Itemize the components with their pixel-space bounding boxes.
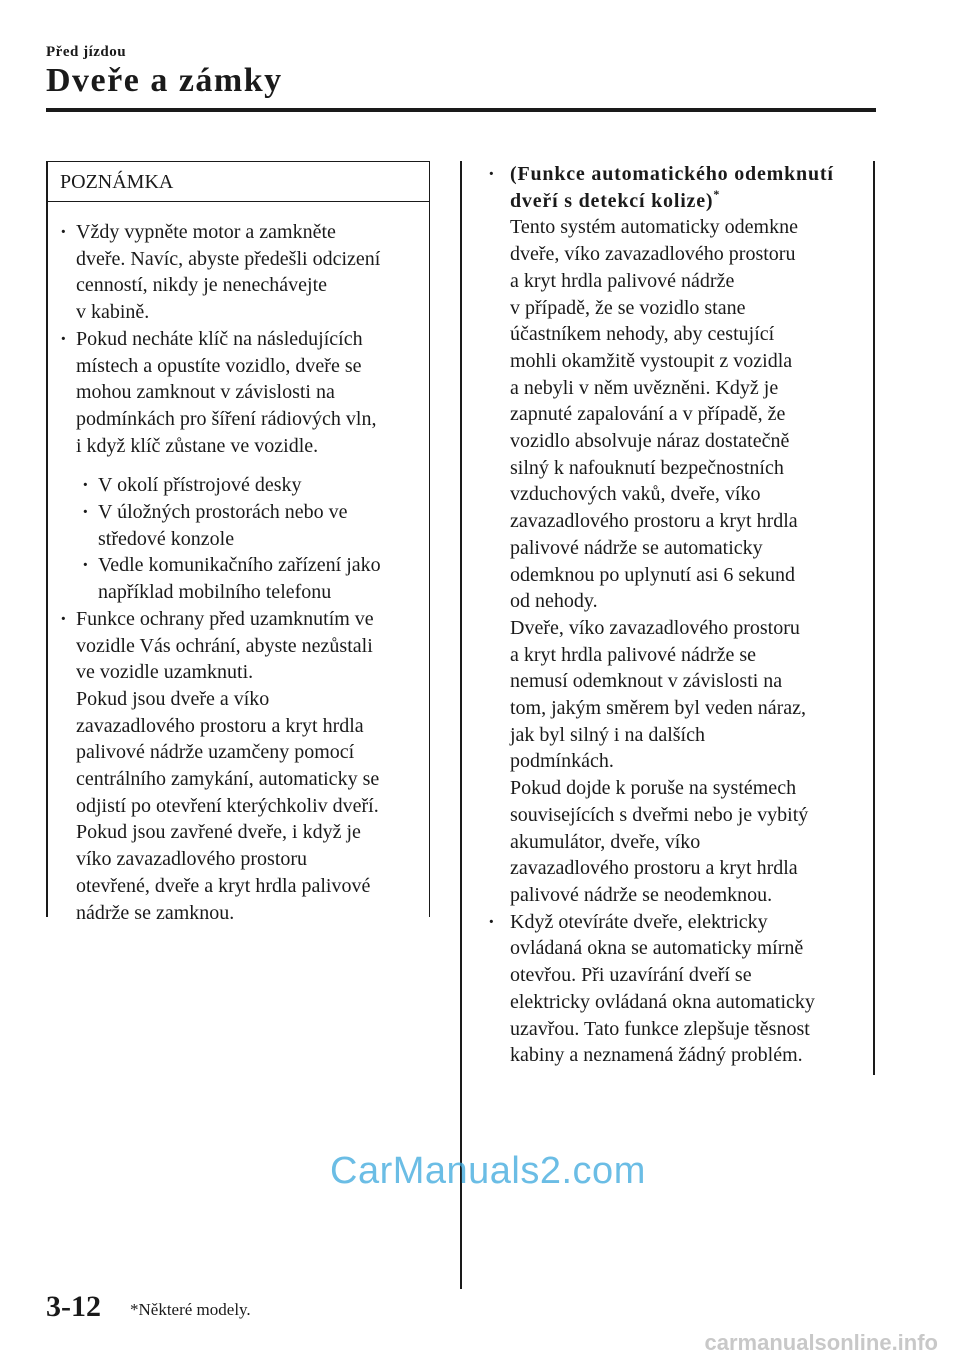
text-line: · V úložných prostorách nebo ve [98, 501, 348, 524]
text-line: mohou zamknout v závislosti na [76, 381, 335, 404]
text-line: otevřou. Při uzavírání dveří se [510, 964, 752, 987]
text-line: centrálního zamykání, automaticky se [76, 768, 380, 791]
note-bullet [60, 606, 422, 686]
text-line: otevřené, dveře a kryt hrdla palivové [76, 874, 371, 897]
text-line: cenností, nikdy je nenechávejte [76, 274, 328, 297]
note-box [46, 161, 430, 924]
text-line: tom, jakým směrem byl veden náraz, [510, 697, 807, 720]
text-line: uzavřou. Tato funkce zlepšuje těsnost [510, 1017, 810, 1040]
text-line: · Když otevíráte dveře, elektricky [510, 910, 768, 933]
feature-paragraph [488, 775, 860, 909]
text-line: v případě, že se vozidlo stane [510, 296, 746, 319]
text-line: účastníkem nehody, aby cestující [510, 323, 775, 346]
text-line: podmínkách pro šíření rádiových vln, [76, 407, 377, 430]
text-line: souvisejících s dveřmi nebo je vybitý [510, 803, 809, 826]
text-line: Tento systém automaticky odemkne [510, 216, 798, 239]
text-line: ovládaná okna se automaticky mírně [510, 937, 804, 960]
text-line: vozidlo absolvuje náraz dostatečně [510, 430, 790, 453]
text-line: Pokud jsou zavřené dveře, i když je [76, 821, 361, 844]
text-line: zavazadlového prostoru a kryt hrdla [76, 714, 364, 737]
text-line: dveře. Navíc, abyste předešli odcizení [76, 247, 381, 270]
note-subbullet [82, 499, 422, 552]
footnote-mark: * [713, 186, 721, 201]
text-line: například mobilního telefonu [98, 581, 332, 604]
text-line: Pokud dojde k poruše na systémech [510, 777, 797, 800]
watermark-carmanualsonline: carmanualsonline.info [704, 1330, 938, 1355]
text-line: Dveře, víko zavazadlového prostoru [510, 616, 800, 639]
note-bullet [488, 909, 860, 1069]
text-line: palivové nádrže uzamčeny pomocí [76, 741, 355, 764]
text-line: odjistí po otevření kterýchkoliv dveří. [76, 794, 379, 817]
feature-title-line: · (Funkce automatického odemknutí [510, 163, 834, 185]
text-line: v kabině. [76, 301, 150, 324]
title-rule [46, 108, 876, 112]
text-line: dveře, víko zavazadlového prostoru [510, 243, 796, 266]
text-line: odemknou po uplynutí asi 6 sekund [510, 563, 795, 586]
text-line: víko zavazadlového prostoru [76, 848, 308, 871]
text-line: · Vždy vypněte motor a zamkněte [76, 221, 336, 243]
text-line: a kryt hrdla palivové nádrže se [510, 643, 757, 666]
text-line: místech a opustíte vozidlo, dveře se [76, 354, 362, 377]
feature-title-line [510, 188, 860, 215]
note-heading: POZNÁMKA [46, 162, 430, 202]
note-subbullet [82, 552, 422, 605]
text-line: zapnuté zapalování a v případě, že [510, 403, 786, 426]
text-line: · Funkce ochrany před uzamknutím ve [76, 607, 374, 630]
text-line: a kryt hrdla palivové nádrže [510, 269, 735, 292]
text-line: kabiny a neznamená žádný problém. [510, 1044, 803, 1067]
text-line: · Vedle komunikačního zařízení jako [98, 554, 381, 577]
text-line: mohli okamžitě vystoupit z vozidla [510, 349, 793, 372]
page-title: Dveře a zámky [46, 62, 283, 99]
text-line: akumulátor, dveře, víko [510, 830, 701, 853]
feature-bullet [488, 161, 860, 214]
page-number: 3-12 [46, 1290, 101, 1323]
text-line: vozidle Vás ochrání, abyste nezůstali [76, 634, 373, 657]
footnote: *Některé modely. [130, 1300, 251, 1319]
right-column [488, 161, 860, 1069]
text-line: a nebyli v něm uvězněni. Když je [510, 376, 779, 399]
note-sublist [60, 472, 422, 606]
text-line: zavazadlového prostoru a kryt hrdla [510, 510, 798, 533]
text-line: nemusí odemknout v závislosti na [510, 670, 783, 693]
text-line: · V okolí přístrojové desky [98, 474, 302, 497]
text-line: podmínkách. [510, 750, 614, 773]
feature-paragraph [488, 615, 860, 775]
feature-paragraph [488, 214, 860, 615]
text-line: palivové nádrže se automaticky [510, 536, 763, 559]
right-column-rule [873, 161, 875, 1075]
section-label: Před jízdou [46, 44, 127, 60]
text-line: nádrže se zamknou. [76, 901, 235, 924]
text-line: palivové nádrže se neodemknou. [510, 883, 773, 906]
text-line: ve vozidle uzamknuti. [76, 661, 254, 684]
text-line: elektricky ovládaná okna automaticky [510, 990, 815, 1013]
text-line: jak byl silný i na dalších [510, 723, 705, 746]
note-paragraph [60, 686, 422, 926]
text-line: Pokud jsou dveře a víko [76, 687, 270, 710]
note-body [46, 202, 430, 926]
note-bullet [60, 326, 422, 460]
text-line: zavazadlového prostoru a kryt hrdla [510, 857, 798, 880]
note-subbullet [82, 472, 422, 499]
text-line: středové konzole [98, 527, 235, 550]
note-bullet [60, 219, 422, 326]
text-line: silný k nafouknutí bezpečnostních [510, 456, 784, 479]
watermark-carmanuals2: CarManuals2.com [330, 1150, 646, 1192]
text-line: · Pokud necháte klíč na následujících [76, 327, 363, 350]
text-line: i když klíč zůstane ve vozidle. [76, 434, 319, 457]
column-divider [460, 161, 462, 1289]
text-line: od nehody. [510, 590, 598, 613]
feature-title-text: dveří s detekcí kolize) [510, 189, 714, 212]
text-line: vzduchových vaků, dveře, víko [510, 483, 761, 506]
